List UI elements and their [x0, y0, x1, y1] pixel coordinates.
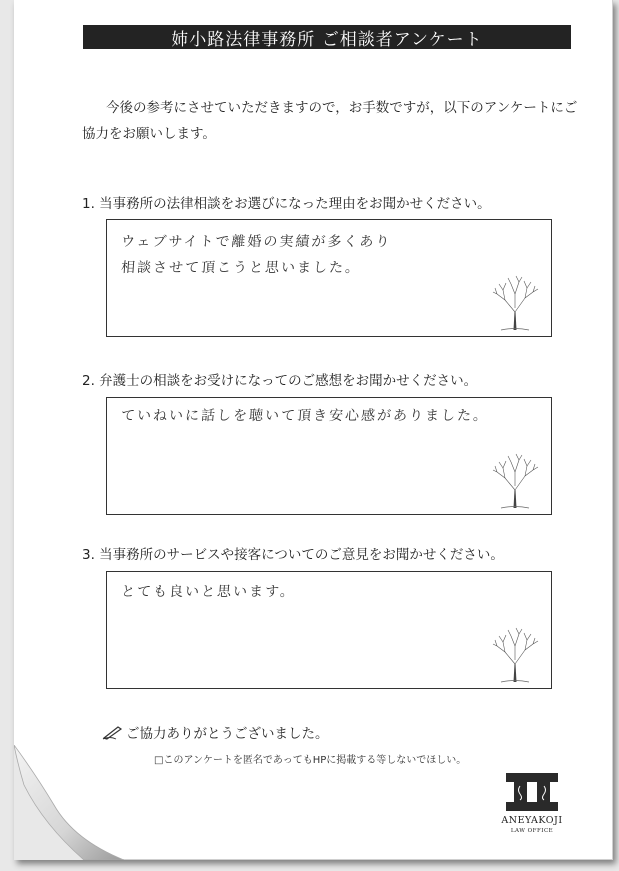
answer-1-line-2: 相談させて頂こうと思いました。	[120, 260, 362, 276]
answer-box-2	[106, 397, 552, 515]
pen-icon	[102, 724, 124, 740]
survey-title: 姉小路法律事務所 ご相談者アンケート	[83, 25, 571, 49]
tree-icon	[487, 626, 543, 684]
question-3-label: 3. 当事務所のサービスや接客についてのご意見をお聞かせください。	[82, 547, 504, 563]
privacy-checkbox-note: □このアンケートを匿名であってもHPに掲載する等しないでほしい。	[154, 755, 467, 766]
tree-icon	[487, 452, 543, 510]
answer-box-1	[106, 219, 552, 337]
page-curl	[14, 745, 124, 860]
survey-sheet	[14, 0, 613, 860]
answer-3-line-1: とても良いと思います。	[120, 584, 297, 600]
answer-2-line-1: ていねいに話しを聴いて頂き安心感がありました。	[120, 408, 490, 424]
office-subtitle: LAW OFFICE	[510, 828, 554, 834]
answer-1-line-1: ウェブサイトで離婚の実績が多くあり	[120, 234, 393, 250]
answer-box-3	[106, 571, 552, 689]
tree-icon	[487, 274, 543, 332]
thanks-line	[102, 722, 329, 742]
question-1-label: 1. 当事務所の法律相談をお選びになった理由をお聞かせください。	[82, 196, 491, 212]
thanks-text: ご協力ありがとうございました。	[126, 726, 329, 742]
office-name: ANEYAKOJI	[501, 815, 563, 826]
intro-text: 今後の参考にさせていただきますので，お手数ですが，以下のアンケートにご協力をお願いします。	[82, 100, 578, 142]
question-2-label: 2. 弁護士の相談をお受けになってのご感想をお聞かせください。	[82, 373, 478, 389]
